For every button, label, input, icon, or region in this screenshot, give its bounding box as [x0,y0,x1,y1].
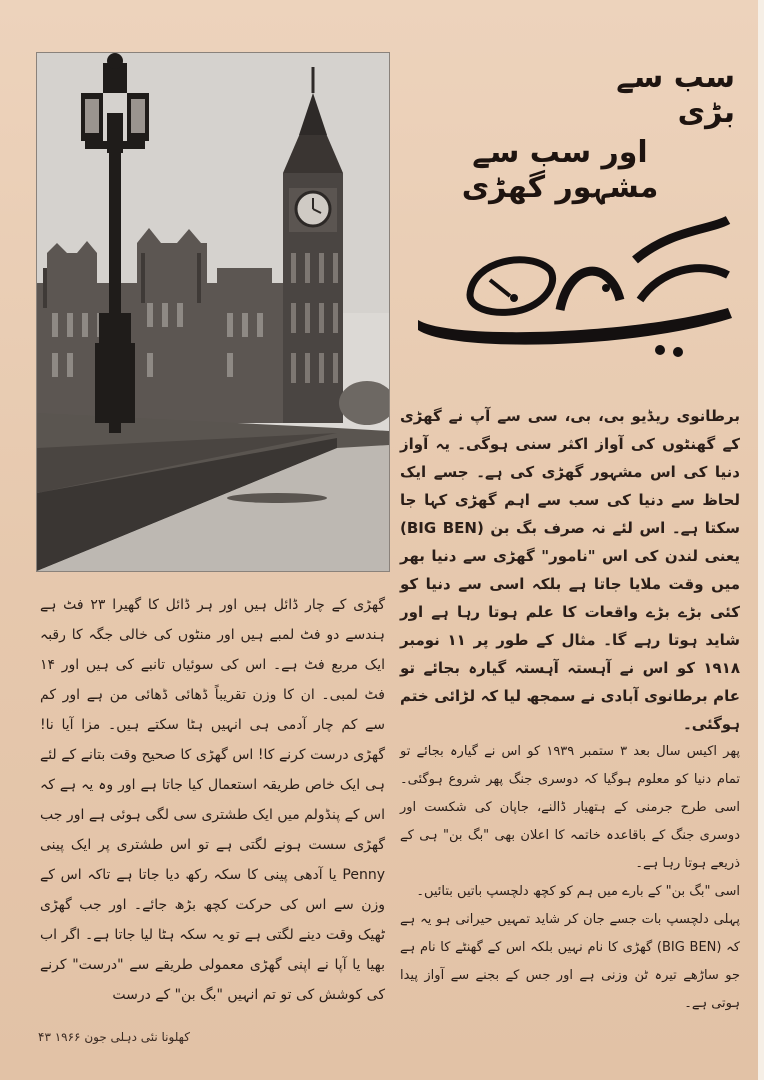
title-main-text [410,200,740,360]
article-paragraph: پہلی دلچسپ بات جسے جان کر شاید تمہیں حیرانی ہو یہ ہے کہ (BIG BEN) گھڑی کا نام نہیں بلکہ اس کے گھنٹے کا نام ہے جو ساڑھے تیرہ ٹن وزنی ہے اور جس کے بجنے سے آواز پیدا ہوتی ہے۔ [400,912,740,1011]
article-paragraph: پھر اکیس سال بعد ۳ ستمبر ۱۹۳۹ کو اس نے گیارہ بجائے تو تمام دنیا کو معلوم ہوگیا کہ دوسری جنگ پھر شروع ہوگئی۔ اسی طرح جرمنی کے ہتھیار ڈالنے، جاپان کی شکست اور دوسری جنگ کے باقاعدہ خاتمہ کا اعلان بھی "بگ بن" ہی کے ذریعے ہوتا رہا ہے۔ [400,744,740,871]
article-left-column [40,590,385,1010]
title-line-1: سب سے بڑی [616,60,735,130]
big-ben-photo [36,52,390,572]
article-paragraph: اسی "بگ بن" کے بارے میں ہم کو کچھ دلچسپ باتیں بتائیں۔ [416,884,740,899]
big-ben-photo-drawing [37,53,389,571]
page-edge [758,0,764,1080]
title-line-2: اور سب سے مشہور گھڑی [461,135,659,205]
title-big-ben-logo [410,200,740,360]
page-footer: کھلونا نئی دہلی جون ۱۹۶۶ ۴۳ [38,1030,190,1044]
article-paragraph: برطانوی ریڈیو بی، بی، سی سے آپ نے گھڑی کے گھنٹوں کی آواز اکثر سنی ہوگی۔ یہ آواز دنیا کی اس مشہور گھڑی کی ہے۔ جسے ایک لحاظ سے دنیا کی سب سے اہم گھڑی کہا جا سکتا ہے۔ اس لئے نہ صرف بگ بن (BIG BEN) یعنی لندن کی اس "نامور" گھڑی سے دنیا بھر میں وقت ملایا جاتا ہے بلکہ اسی سے دنیا کو کئی بڑے بڑے واقعات کا علم ہوتا رہا ہے اور شاید ہوتا رہے گا۔ مثال کے طور پر ۱۱ نومبر ۱۹۱۸ کو اس نے آہستہ آہستہ گیارہ بجائے تو عام برطانوی آبادی نے سمجھ لیا کہ لڑائی ختم ہوگئی۔ [400,407,740,733]
article-paragraph: گھڑی کے چار ڈائل ہیں اور ہر ڈائل کا گھیرا ۲۳ فٹ ہے ہندسے دو فٹ لمبے ہیں اور منٹوں کی خالی جگہ کا رقبہ ایک مربع فٹ ہے۔ اس کی سوئیاں تانبے کی ہیں اور ۱۴ فٹ لمبی۔ ان کا وزن تقریباً ڈھائی ڈھائی من ہے اور کم سے کم چار آدمی ہی انہیں ہٹا سکتے ہیں۔ مزا آیا نا! گھڑی درست کرنے کا! اس گھڑی کا صحیح وقت بتانے کے لئے ہی ایک خاص طریقہ استعمال کیا جاتا ہے اور وہ یہ ہے کہ اس کے پنڈولم میں ایک طشتری سی لگی ہوئی ہے اور جب گھڑی سست ہونے لگتی ہے تو اس طشتری پر ایک پینی Penny یا آدھی پینی کا سکہ رکھ دیا جاتا ہے تاکہ اس کے وزن سے اس کی حرکت کچھ بڑھ جائے۔ اور جب گھڑی ٹھیک وقت دینے لگتی ہے تو یہ سکہ ہٹا لیا جاتا ہے۔ اگر اب بھیا یا آپا نے اپنی گھڑی معمولی طریقے سے "درست" کرنے کی کوشش کی تو تم انہیں "بگ بن" کے درست [40,597,385,1003]
article-right-column [400,402,740,1018]
